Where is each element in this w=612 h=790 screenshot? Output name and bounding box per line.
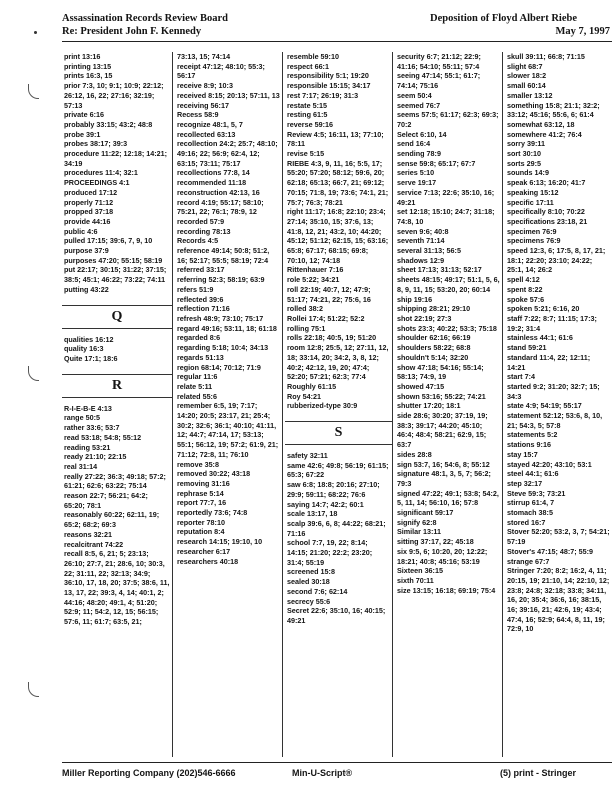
index-entry: seeing 47:14; 55:1; 61:7; 74:14; 75:16 <box>397 71 483 91</box>
margin-dot <box>34 31 37 34</box>
index-entry: recollections 77:8, 14 <box>177 168 250 178</box>
index-entry: qualities 16:12 <box>64 334 114 344</box>
index-entry: small 60:14 <box>507 81 546 91</box>
index-entry: security 6:7; 21:12; 22:9; 41:16; 54:10; 55:11; 57:4 <box>397 52 483 71</box>
index-entry: procedures 11:4; 32:1 <box>64 168 138 178</box>
index-entry: Stringer 7:20; 8:2; 16:2, 4, 11; 20:15, 19; 21:10, 14; 22:10, 12; 23:8; 24:8; 32:18; 33:8; 34:11, 16, 20; 35:4; 36:6, 16; 38:15, 16; 39:16, 21; 42:6, 19; 43:4; 47:4, 16; 52:9; 64:4, 8, 11, 19; 72:9, 10 <box>507 566 612 634</box>
index-entry: put 22:17; 30:15; 31:22; 37:15; 38:5; 45:1; 46:22; 73:22; 74:11 <box>64 265 169 285</box>
margin-hole-mark <box>28 366 39 381</box>
index-entry: sealed 30:18 <box>287 577 330 587</box>
header-left <box>62 12 228 38</box>
index-entry: restate 5:15 <box>287 100 327 110</box>
index-entry: showed 47:15 <box>397 381 445 391</box>
index-entry: stirrup 61:4, 7 <box>507 498 555 508</box>
index-entry: putting 43:22 <box>64 284 109 294</box>
index-entry: statements 5:2 <box>507 430 558 440</box>
index-entry: PROCEEDINGS 4:1 <box>64 178 130 188</box>
index-entry: Steve 59:3; 73:21 <box>507 488 566 498</box>
index-entry: reason 22:7; 56:21; 64:2; 65:20; 78:1 <box>64 491 150 510</box>
index-entry: spent 8:22 <box>507 284 543 294</box>
index-entry: private 6:16 <box>64 110 104 120</box>
footer-rule <box>62 762 612 763</box>
index-entry: roll 22:19; 40:7, 12; 47:9; 51:17; 74:21, 22; 75:6, 16 <box>287 284 373 304</box>
index-entry: secrecy 55:6 <box>287 596 331 606</box>
index-entry: size 13:15; 16:18; 69:19; 75:4 <box>397 585 496 595</box>
index-entry: started 9:2; 31:20; 32:7; 15; 34:3 <box>507 381 602 401</box>
index-entry: recollection 24:2; 25:7; 48:10; 49:16; 22; 56:9; 62:4, 12; 63:15; 73:11; 75:17 <box>177 139 280 168</box>
index-entry: sitting 37:17, 22; 45:18 <box>397 537 474 547</box>
index-entry: regards 51:13 <box>177 352 224 362</box>
index-entry: slight 68:7 <box>507 61 543 71</box>
index-entry: specimen 76:9 <box>507 226 557 236</box>
index-entry: state 4:9; 54:19; 55:17 <box>507 401 582 411</box>
index-entry: role 5:22; 34:21 <box>287 275 340 285</box>
index-entry: stored 16:7 <box>507 517 546 527</box>
index-entry: real 31:14 <box>64 461 98 471</box>
margin-hole-mark <box>28 84 39 99</box>
index-entry: rephrase 5:14 <box>177 488 224 498</box>
index-entry: seven 9:6; 40:8 <box>397 226 449 236</box>
index-entry: somewhat 63:12, 18 <box>507 119 575 129</box>
index-entry: skull 39:11; 66:8; 71:15 <box>507 52 585 61</box>
index-entry: quality 16:3 <box>64 344 104 354</box>
index-entry: scale 13:17, 18 <box>287 509 338 519</box>
index-entry: resemble 59:10 <box>287 52 339 61</box>
index-entry: relate 5:11 <box>177 381 213 391</box>
index-entry: reflection 71:16 <box>177 304 230 314</box>
index-entry: receipt 47:12; 48:10; 55:3; 56:17 <box>177 61 267 81</box>
index-entry: right 11:17; 16:8; 22:10; 23:4; 27:14; 35:10, 15; 37:6, 13; 41:8, 12, 21; 43:2, 10; 44:20; 45:12; 51:12; 62:15, 15; 63:16; 65:8; 67:17; 68:15; 69:8; 70:10, 12; 74:18 <box>287 207 391 265</box>
index-entry: Quite 17:1; 18:6 <box>64 353 118 363</box>
index-entry: send 16:4 <box>397 139 431 149</box>
index-entry: shutter 17:20; 18:1 <box>397 401 461 411</box>
index-entry: purposes 47:20; 55:15; 58:19 <box>64 255 163 265</box>
index-entry: recalcitrant 74:22 <box>64 539 124 549</box>
index-entry: scalp 39:6, 6, 8; 44:22; 68:21; 71:16 <box>287 518 388 538</box>
index-entry: six 9:5, 6; 10:20, 20; 12:22; 18:21; 40:8; 45:16; 53:19 <box>397 546 490 566</box>
index-entry: prints 16:3, 15 <box>64 71 113 81</box>
index-entry: properly 71:12 <box>64 197 114 207</box>
index-entry: provide 44:16 <box>64 216 111 226</box>
index-entry: somewhere 41:2; 76:4 <box>507 129 582 139</box>
index-entry: rest 7:17; 26:19; 31:3 <box>287 90 359 100</box>
index-entry: removed 30:22; 43:18 <box>177 469 251 479</box>
index-entry: pulled 17:15; 39:6, 7, 9, 10 <box>64 236 153 246</box>
index-entry: revise 5:15 <box>287 149 325 159</box>
index-entry: sheets 48:15; 49:17; 51:1, 5, 6, 8, 9, 11, 15; 53:20, 20; 60:14 <box>397 275 502 294</box>
index-entry: signature 48:1, 3, 5, 7; 56:2; 79:3 <box>397 469 493 488</box>
deposition-title: Deposition of Floyd Albert Riebe <box>430 13 577 24</box>
index-entry: speed 12:3, 6; 17:5, 8, 17, 21; 18:1; 22:20; 23:10; 24:22; 25:1, 14; 26:2 <box>507 246 608 275</box>
index-entry: specific 17:11 <box>507 197 554 207</box>
index-entry: seem 50:4 <box>397 90 432 100</box>
index-entry: print 13:16 <box>64 52 101 61</box>
index-entry: reconstruction 42:13, 16 <box>177 187 260 197</box>
index-entry: recollected 63:13 <box>177 129 236 139</box>
index-entry: prior 7:3, 10; 9:1; 10:9; 22:12; 26:12, 16, 22; 27:16; 32:19; 57:13 <box>64 81 166 110</box>
index-entry: refresh 48:9; 73:10; 75:17 <box>177 313 264 323</box>
index-entry: refers 51:9 <box>177 284 214 294</box>
index-entry: seventh 71:14 <box>397 236 445 246</box>
index-entry: rolling 75:1 <box>287 323 326 333</box>
index-entry: safety 32:11 <box>287 451 328 461</box>
section-letter-heading: Q <box>62 305 172 329</box>
index-entry: received 8:15; 20:13; 57:11, 13 <box>177 90 280 100</box>
index-entry: staff 7:22; 8:7; 11:15; 17:3; 19:2; 31:4 <box>507 313 599 333</box>
index-entry: R-I-E-B-E 4:13 <box>64 403 112 413</box>
index-entry: smaller 13:12 <box>507 90 553 100</box>
index-entry: serve 19:17 <box>397 178 437 188</box>
section-letter-heading: S <box>285 421 392 445</box>
index-column-3 <box>282 52 392 757</box>
index-entry: sorts 29:5 <box>507 158 541 168</box>
index-entry: researcher 6:17 <box>177 546 231 556</box>
index-entry: Stover's 47:15; 48:7; 55:9 <box>507 546 594 556</box>
index-entry: slower 18:2 <box>507 71 547 81</box>
index-entry: specimens 76:9 <box>507 236 561 246</box>
index-entry: shipping 28:21; 29:10 <box>397 304 471 314</box>
index-entry: rolled 38:2 <box>287 304 323 314</box>
index-entry: speaking 15:12 <box>507 187 559 197</box>
index-entry: several 31:13; 56:5 <box>397 246 461 256</box>
index-entry: recording 78:13 <box>177 226 231 236</box>
index-entry: reasons 32:21 <box>64 529 112 539</box>
index-entry: remove 35:8 <box>177 459 219 469</box>
index-entry: sixth 70:11 <box>397 575 434 585</box>
index-entry: removing 31:16 <box>177 478 230 488</box>
index-entry: specifications 23:18, 21 <box>507 216 588 226</box>
index-entry: recognize 48:1, 5, 7 <box>177 119 243 129</box>
index-entry: shadows 12:9 <box>397 255 445 265</box>
index-entry: report 77:7, 16 <box>177 498 227 508</box>
index-entry: shoulder 62:16; 66:19 <box>397 333 471 343</box>
index-entry: Roy 54:21 <box>287 391 321 401</box>
section-letter-heading: R <box>62 374 172 398</box>
min-u-script-mark: Min-U-Script® <box>292 768 353 778</box>
index-entry: Rollei 17:4; 51:22; 52:2 <box>287 313 365 323</box>
index-entry: stomach 38:5 <box>507 508 553 518</box>
index-entry: reflected 39:6 <box>177 294 224 304</box>
index-entry: spoke 57:6 <box>507 294 545 304</box>
index-entry: steel 44:1; 61:6 <box>507 469 559 479</box>
index-entry: printing 13:15 <box>64 61 112 71</box>
index-entry: responsibility 5:1; 19:20 <box>287 71 369 81</box>
index-entry: service 7:13; 22:6; 35:10, 16; 49:21 <box>397 187 497 207</box>
index-entry: sort 30:10 <box>507 149 541 159</box>
index-entry: procedure 11:22; 12:18; 14:21; 34:19 <box>64 149 170 168</box>
index-entry: sense 59:8; 65:17; 67:7 <box>397 158 476 168</box>
index-entry: stayed 42:20; 43:10; 53:1 <box>507 459 592 469</box>
index-entry: research 14:15; 19:10, 10 <box>177 537 263 547</box>
index-entry: stainless 44:1; 61:6 <box>507 333 573 343</box>
index-entry: related 55:6 <box>177 391 217 401</box>
index-entry: shot 22:19; 27:3 <box>397 313 452 323</box>
index-entry: stations 9:16 <box>507 440 551 450</box>
index-entry: sounds 14:9 <box>507 168 549 178</box>
index-entry: researchers 40:18 <box>177 556 239 566</box>
index-entry: purpose 37:9 <box>64 246 109 256</box>
index-entry: set 12:18; 15:10; 24:7; 31:18; 74:8, 10 <box>397 207 497 226</box>
index-entry: Stover 52:20; 53:2, 3, 7; 54:21; 57:19 <box>507 527 612 547</box>
index-entry: series 5:10 <box>397 168 435 178</box>
index-entry: shown 53:16; 55:22; 74:21 <box>397 391 486 401</box>
index-entry: sheet 17:13; 31:13; 52:17 <box>397 265 482 275</box>
index-entry: responsible 15:15; 34:17 <box>287 81 371 91</box>
index-entry: recall 8:5, 6, 21; 5; 23:13; 26:10; 27:7, 21; 28:6, 10; 30:3, 22; 31:11, 22; 32:13; 34:9; 36:10, 17, 18, 20; 37:5; 38:6, 11, 13, 17, 22; 39:3, 4, 14; 40:1, 2; 44:16; 48:20; 49:1, 4; 51:20; 52:9; 11; 54:2, 12, 15; 56:15; 57:6, 11; 61:7; 63:5, 21; <box>64 549 172 627</box>
index-entry: receive 8:9; 10:3 <box>177 81 233 91</box>
board-name: Assassination Records Review Board <box>62 13 228 24</box>
index-entry: Recess 58:9 <box>177 110 219 120</box>
index-entry: Sixteen 36:15 <box>397 566 443 576</box>
index-entry: something 15:8; 21:1; 32:2; 33:12; 45:16; 55:6, 6; 61:4 <box>507 100 602 120</box>
index-entry: shouldn't 5:14; 32:20 <box>397 352 469 362</box>
index-column-1 <box>62 52 172 757</box>
index-entry: referred 33:17 <box>177 265 225 275</box>
index-entry: probes 38:17; 39:3 <box>64 139 128 149</box>
index-entry: ship 19:16 <box>397 294 433 304</box>
index-entry: regular 11:6 <box>177 372 218 382</box>
index-entry: show 47:18; 54:16; 55:14; 58:13; 74:9, 19 <box>397 362 486 382</box>
index-entry: stay 15:7 <box>507 449 538 459</box>
index-column-5 <box>502 52 612 757</box>
index-entry: reference 49:14; 50:8; 51:2, 16; 52:17; 55:5; 58:19; 72:4 <box>177 246 272 265</box>
index-column-4 <box>392 52 502 757</box>
index-entry: Records 4:5 <box>177 236 219 246</box>
index-entry: signify 62:8 <box>397 517 437 527</box>
index-entry: second 7:6; 62:14 <box>287 586 348 596</box>
case-name: Re: President John F. Kennedy <box>62 26 202 37</box>
index-entry: reading 53:21 <box>64 442 111 452</box>
index-entry: statement 52:12; 53:6, 8, 10, 21; 54:3, 5; 57:8 <box>507 411 605 430</box>
index-entry: public 4:6 <box>64 226 98 236</box>
index-entry: reportedly 73:6; 74:8 <box>177 508 248 518</box>
index-entry: shots 23:3; 40:22; 53:3; 75:18 <box>397 323 497 333</box>
index-entry: side 28:6; 30:20; 37:19, 19; 38:3; 39:17; 44:20; 45:10; 46:4; 48:4; 58:21; 62:9, 15; 63:7 <box>397 411 490 450</box>
index-entry: Rittenhauer 7:16 <box>287 265 344 275</box>
index-entry: record 4:19; 55:17; 58:10; 75:21, 22; 76:1; 78:9, 12 <box>177 197 266 217</box>
header-rule <box>62 41 612 42</box>
index-entry: region 68:14; 70:12; 71:9 <box>177 362 261 372</box>
index-entry: reasonably 60:22; 62:11, 19; 65:2; 68:2; 69:3 <box>64 510 162 530</box>
index-entry: reporter 78:10 <box>177 517 225 527</box>
index-entry: saying 14:7; 42:2; 60:1 <box>287 499 364 509</box>
index-entry: signed 47:22; 49:1; 53:8; 54:2, 5, 11, 14; 56:10, 16; 57:8 <box>397 488 501 508</box>
index-entry: speak 6:13; 16:20; 41:7 <box>507 178 586 188</box>
index-entry: RIEBE 4:3, 9, 11, 16; 5:5, 17; 55:20; 57:20; 58:12; 59:6, 20; 62:18; 65:13; 66:7, 21; 69:12; 70:15; 71:8, 19; 73:6; 74:1, 21; 75:7; 76:3; 78:21 <box>287 158 391 207</box>
index-entry: specifically 8:10; 70:22 <box>507 207 585 217</box>
header-right <box>430 12 612 38</box>
index-entry: receiving 56:17 <box>177 100 229 110</box>
index-entry: saw 6:8; 18:8; 20:16; 27:10; 29:9; 59:11; 68:22; 76:6 <box>287 480 382 499</box>
index-entry: standard 11:4, 22; 12:11; 14:21 <box>507 352 593 372</box>
index-entry: stand 59:21 <box>507 343 547 353</box>
index-entry: seems 57:5; 61:17; 62:3; 69:3; 70:2 <box>397 110 501 129</box>
index-entry: sorry 39:11 <box>507 139 545 149</box>
index-entry: Secret 22:6; 35:10, 16; 40:15; 49:21 <box>287 606 388 625</box>
reporting-company: Miller Reporting Company (202)546-6666 <box>62 768 236 778</box>
index-entry: regarded 8:6 <box>177 333 221 343</box>
index-entry: recorded 57:9 <box>177 216 225 226</box>
index-entry: seemed 76:7 <box>397 100 441 110</box>
index-entry: sending 78:9 <box>397 149 441 159</box>
index-entry: same 42:6; 49:8; 56:19; 61:15; 65:3; 67:22 <box>287 460 391 480</box>
index-entry: reverse 59:16 <box>287 119 333 129</box>
index-entry: recommended 11:18 <box>177 178 247 188</box>
index-entry: probe 39:1 <box>64 129 101 139</box>
index-entry: step 32:17 <box>507 478 543 488</box>
margin-hole-mark <box>28 682 39 697</box>
index-columns <box>62 52 612 757</box>
index-entry: regarding 5:18; 10:4; 34:13 <box>177 343 269 353</box>
index-entry: respect 66:1 <box>287 61 329 71</box>
index-entry: screened 15:8 <box>287 567 335 577</box>
index-entry: rather 33:6; 53:7 <box>64 423 120 433</box>
index-entry: sides 28:8 <box>397 449 432 459</box>
index-entry: Select 6:10, 14 <box>397 129 447 139</box>
index-entry: Review 4:5; 16:11, 13; 77:10; 78:11 <box>287 129 386 149</box>
index-column-2 <box>172 52 282 757</box>
index-entry: read 53:18; 54:8; 55:12 <box>64 432 142 442</box>
index-entry: significant 59:17 <box>397 508 454 518</box>
index-entry: regard 49:16; 53:11, 18; 61:18 <box>177 323 277 333</box>
index-entry: ready 21:10; 22:15 <box>64 452 127 462</box>
deposition-date: May 7, 1997 <box>555 26 610 37</box>
index-entry: 73:13, 15; 74:14 <box>177 52 231 61</box>
index-entry: Similar 13:11 <box>397 527 441 537</box>
index-entry: sign 53:7, 16; 54:6, 8; 55:12 <box>397 459 490 469</box>
index-entry: reputation 8:4 <box>177 527 225 537</box>
index-entry: really 27:22; 36:3; 49:18; 57:2; 61:21; 62:6; 63:22; 75:14 <box>64 471 168 491</box>
index-entry: room 12:8; 25:5, 12; 27:11, 12, 18; 33:14, 20; 34:2, 3, 8, 12; 40:2; 42:12, 19, 20; 47:4; 52:20; 57:21; 62:3; 77:4 <box>287 343 391 382</box>
index-entry: referring 52:3; 58:19; 63:9 <box>177 275 265 285</box>
index-entry: school 7:7, 19, 22; 8:14; 14:15; 21:20; 22:2; 23:20; 31:4; 55:19 <box>287 538 375 567</box>
index-entry: resting 61:5 <box>287 110 328 120</box>
index-entry: produced 17:12 <box>64 187 118 197</box>
index-entry: propped 37:18 <box>64 207 114 217</box>
index-entry: remember 6:5, 19; 7:17; 14:20; 20:5; 23:17, 21; 25:4; 30:2; 32:6; 36:1; 40:10; 41:11, 12; 44:7; 47:14, 17; 53:13; 55:1; 56:12, 19; 57:2; 61:9, 21; 71:12; 72:8, 11; 76:10 <box>177 401 281 459</box>
index-entry: spoken 5:21; 6:16, 20 <box>507 304 580 314</box>
index-entry: strange 67:7 <box>507 556 550 566</box>
index-entry: shoulders 58:22; 68:8 <box>397 343 471 353</box>
page-range: (5) print - Stringer <box>500 768 576 778</box>
index-entry: rolls 22:18; 40:5, 19; 51:20 <box>287 333 377 343</box>
index-entry: start 7:4 <box>507 372 535 382</box>
index-entry: rubberized-type 30:9 <box>287 401 358 411</box>
index-entry: spell 4:12 <box>507 275 540 285</box>
index-entry: range 50:5 <box>64 413 100 423</box>
index-entry: probably 33:15; 43:2; 48:8 <box>64 119 153 129</box>
index-entry: Roughly 61:15 <box>287 381 337 391</box>
